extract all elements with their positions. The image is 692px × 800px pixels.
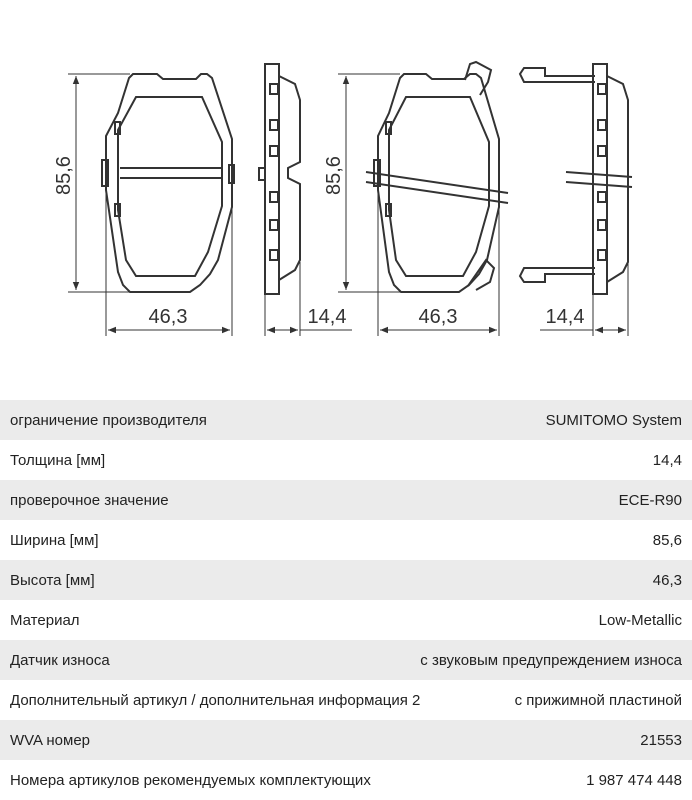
dim-thickness-right: 14,4 — [545, 306, 585, 328]
spec-value: с звуковым предупреждением износа — [420, 651, 682, 669]
pad-front-view-left — [102, 74, 234, 292]
spec-label: Толщина [мм] — [10, 451, 106, 469]
spec-value: ECE-R90 — [618, 491, 682, 509]
spec-value: 21553 — [640, 731, 682, 749]
dim-width-right: 46,3 — [418, 306, 458, 328]
spec-row-wear-sensor — [0, 640, 692, 680]
spec-row-height — [0, 560, 692, 600]
spec-label: Высота [мм] — [10, 571, 95, 589]
spec-row-wva-number — [0, 720, 692, 760]
spec-label: ограничение производителя — [10, 411, 207, 429]
spec-label: WVA номер — [10, 731, 91, 749]
spec-value: SUMITOMO System — [545, 411, 682, 429]
spec-row-test-mark — [0, 480, 692, 520]
spec-row-additional-info — [0, 680, 692, 720]
dimension-lines — [68, 74, 628, 336]
spec-label: Датчик износа — [10, 651, 110, 669]
spec-value: 85,6 — [652, 531, 682, 549]
dim-height-right: 85,6 — [323, 156, 345, 195]
spec-row-width — [0, 520, 692, 560]
pad-front-view-right — [366, 62, 508, 292]
spec-value: 14,4 — [652, 451, 682, 469]
spec-label: Номера артикулов рекомендуемых комплектующих — [10, 771, 371, 789]
spec-row-recommended-parts — [0, 760, 692, 800]
spec-label: Ширина [мм] — [10, 531, 99, 549]
spec-row-thickness — [0, 440, 692, 480]
spec-value: с прижимной пластиной — [514, 691, 682, 709]
pad-side-view-right — [520, 64, 632, 294]
spec-label: проверочное значение — [10, 491, 169, 509]
dim-thickness-left: 14,4 — [307, 306, 347, 328]
spec-value: Low-Metallic — [598, 611, 682, 629]
pad-side-view-left — [259, 64, 300, 294]
spec-value: 46,3 — [652, 571, 682, 589]
spec-row-manufacturer-restriction — [0, 400, 692, 440]
spec-label: Материал — [10, 611, 80, 629]
dim-width-left: 46,3 — [148, 306, 188, 328]
spec-row-material — [0, 600, 692, 640]
dim-height-left: 85,6 — [53, 156, 75, 195]
spec-value: 1 987 474 448 — [586, 771, 682, 789]
spec-label: Дополнительный артикул / дополнительная информация 2 — [10, 691, 421, 709]
specifications-table — [0, 400, 692, 800]
